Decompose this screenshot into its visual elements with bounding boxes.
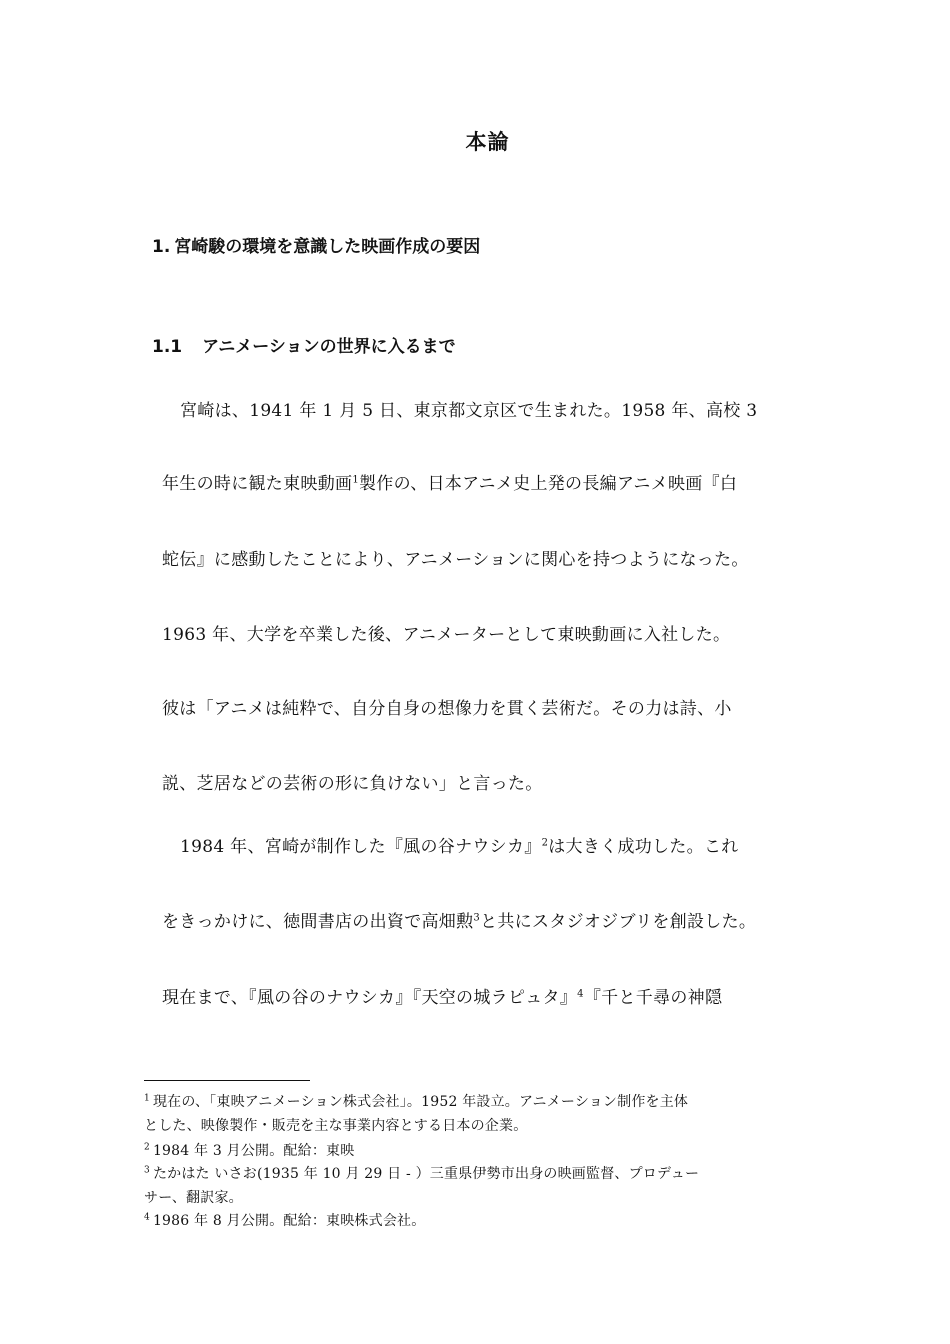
body-text: 現在まで、『風の谷のナウシカ』『天空の城ラピュタ』 (162, 988, 578, 1008)
body-line (162, 469, 737, 494)
footnote-text: 1986 年 8 月公開。配給：東映株式会社。 (152, 1213, 426, 1229)
body-text: 年生の時に観た東映動画 (162, 474, 353, 494)
subsection-heading-1-1 (152, 332, 456, 357)
body-text: と共にスタジオジブリを創設した。 (480, 912, 757, 932)
footnote-ref[interactable]: 1 (352, 474, 359, 486)
body-text: 『千と千尋の神隠 (583, 988, 723, 1008)
body-line: 説、芝居などの芸術の形に負けない」と言った。 (162, 774, 543, 794)
footnote-ref[interactable]: 3 (473, 912, 481, 924)
footnote-separator (144, 1080, 310, 1081)
subsection-number: 1.1 (152, 337, 183, 357)
body-text: 1984 年、宮崎が制作した『風の谷ナウシカ』 (180, 837, 542, 857)
body-line: 蛇伝』に感動したことにより、アニメーションに関心を持つようになった。 (162, 550, 749, 570)
body-text: は大きく成功した。これ (548, 837, 739, 857)
body-line: 宮崎は、1941 年 1 月 5 日、東京都文京区で生まれた。1958 年、高校 3 (180, 401, 758, 421)
footnote-mark: 1 (144, 1093, 150, 1104)
subsection-title: アニメーションの世界に入るまで (202, 337, 456, 357)
section-title: 宮崎駿の環境を意識した映画作成の要因 (174, 237, 481, 257)
footnote-ref[interactable]: 4 (577, 988, 584, 1000)
footnote-text: 1984 年 3 月公開。配給：東映 (152, 1143, 355, 1159)
section-number: 1. (152, 237, 171, 257)
footnote-mark: 2 (144, 1142, 150, 1153)
footnote-1-cont: とした、映像製作・販売を主な事業内容とする日本の企業。 (144, 1118, 528, 1134)
footnote-4 (144, 1210, 425, 1230)
page-title: 本論 (465, 129, 510, 154)
footnote-3-cont: サー、翻訳家。 (144, 1190, 243, 1206)
body-line (162, 983, 722, 1008)
body-text: 製作の、日本アニメ史上発の長編アニメ映画『白 (358, 474, 738, 494)
body-line: 彼は「アニメは純粋で、自分自身の想像力を貫く芸術だ。その力は詩、小 (162, 699, 732, 719)
section-heading-1 (152, 232, 480, 257)
footnote-3 (144, 1163, 699, 1183)
footnote-text: 現在の、「東映アニメーション株式会社」。1952 年設立。アニメーション制作を主体 (152, 1094, 689, 1110)
body-line (162, 907, 756, 932)
footnote-1 (144, 1091, 688, 1111)
footnote-mark: 3 (144, 1165, 150, 1176)
footnote-mark: 4 (144, 1212, 150, 1223)
body-line: 1963 年、大学を卒業した後、アニメーターとして東映動画に入社した。 (162, 625, 731, 645)
body-text: をきっかけに、徳間書店の出資で高畑勲 (162, 912, 474, 932)
footnote-2 (144, 1140, 354, 1160)
footnote-text: たかはた いさお(1935 年 10 月 29 日 - ）三重県伊勢市出身の映画監督、プロデュー (152, 1166, 700, 1182)
footnote-ref[interactable]: 2 (541, 837, 549, 849)
body-line (180, 832, 739, 857)
